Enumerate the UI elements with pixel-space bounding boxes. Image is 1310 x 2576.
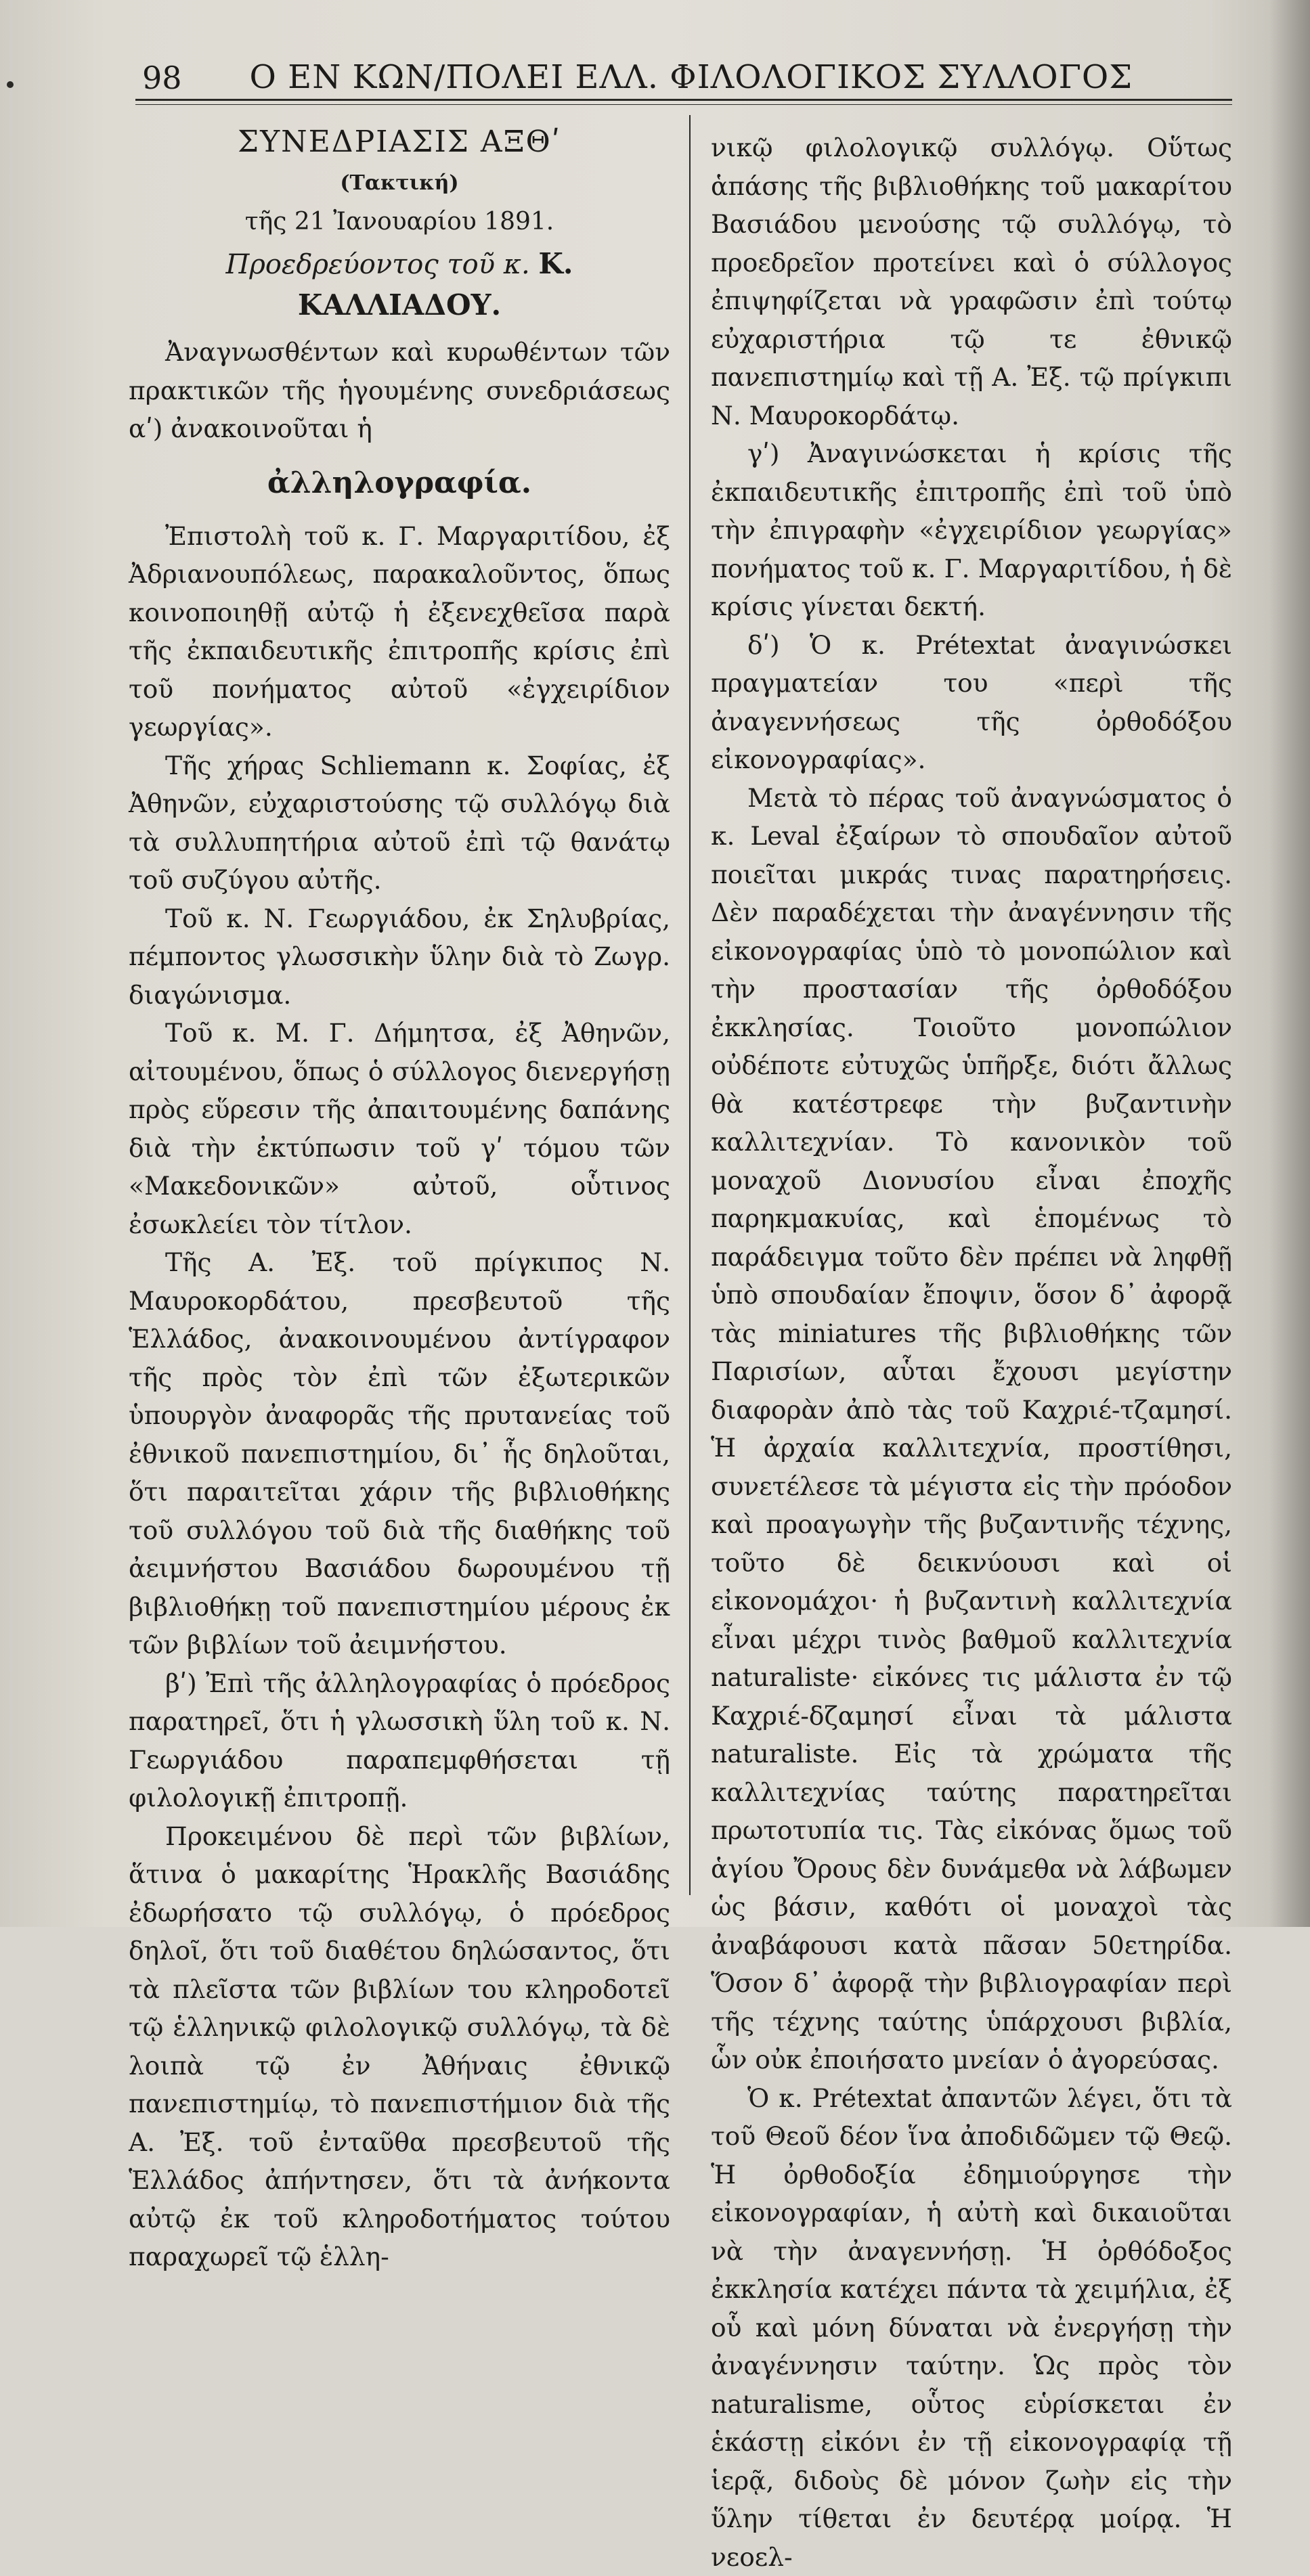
left-column (129, 122, 670, 1909)
section-heading: ἀλληλογραφία. (129, 463, 670, 504)
presiding-name: Κ. ΚΑΛΛΙΑΔΟΥ. (298, 247, 573, 321)
paragraph: βʹ) Ἐπὶ τῆς ἀλληλογραφίας ὁ πρόεδρος παρατηρεῖ, ὅτι ἡ γλωσσικὴ ὕλη τοῦ κ. Ν. Γεωργιάδου παραπεμφθήσεται τῇ φιλολογικῇ ἐπιτροπῇ. (129, 1664, 670, 1817)
running-head: Ο ΕΝ ΚΩΝ/ΠΟΛΕΙ ΕΛΛ. ΦΙΛΟΛΟΓΙΚΟΣ ΣΥΛΛΟΓΟΣ (250, 61, 1133, 93)
paragraph: δʹ) Ὁ κ. Prétextat ἀναγινώσκει πραγματείαν του «περὶ τῆς ἀναγεννήσεως τῆς ὀρθοδόξου εἰκονογραφίας». (711, 626, 1232, 779)
presiding-prefix: Προεδρεύοντος τοῦ κ. (225, 249, 529, 280)
paragraph: Τοῦ κ. Μ. Γ. Δήμητσα, ἐξ Ἀθηνῶν, αἰτουμένου, ὅπως ὁ σύλλογος διενεργήσῃ πρὸς εὕρεσιν τῆς ἀπαιτουμένης δαπάνης διὰ τὴν ἐκτύπωσιν τοῦ γʹ τόμου τῶν «Μακεδονικῶν» αὐτοῦ, οὗτινος ἐσωκλείει τὸν τίτλον. (129, 1014, 670, 1243)
paragraph: Ὁ κ. Prétextat ἀπαντῶν λέγει, ὅτι τὰ τοῦ Θεοῦ δέον ἵνα ἀποδιδῶμεν τῷ Θεῷ. Ἡ ὀρθοδοξία ἐδημιούργησε τὴν εἰκονογραφίαν, ἡ αὐτὴ καὶ δικαιοῦται νὰ τὴν ἀναγεννήσῃ. Ἡ ὀρθόδοξος ἐκκλησία κατέχει πάντα τὰ χειμήλια, ἐξ οὗ καὶ μόνη δύναται νὰ ἐνεργήσῃ τὴν ἀναγέννησιν ταύτην. Ὡς πρὸς τὸν naturalisme, οὗτος εὑρίσκεται ἐν ἑκάστῃ εἰκόνι ἐν τῇ εἰκονογραφίᾳ τῇ ἱερᾷ, διδοὺς δὲ μόνον ζωὴν εἰς τὴν ὕλην τίθεται ἐν δευτέρᾳ μοίρᾳ. Ἡ νεοελ- (711, 2079, 1232, 2576)
paragraph: Ἐπιστολὴ τοῦ κ. Γ. Μαργαριτίδου, ἐξ Ἀδριανουπόλεως, παρακαλοῦντος, ὅπως κοινοποιηθῇ αὐτῷ ἡ ἐξενεχθεῖσα παρὰ τῆς ἐκπαιδευτικῆς ἐπιτροπῆς κρίσις ἐπὶ τοῦ πονήματος αὐτοῦ «ἐγχειρίδιον γεωργίας». (129, 517, 670, 747)
session-type: (Τακτική) (129, 166, 670, 200)
paragraph: γʹ) Ἀναγινώσκεται ἡ κρίσις τῆς ἐκπαιδευτικῆς ἐπιτροπῆς ἐπὶ τοῦ ὑπὸ τὴν ἐπιγραφὴν «ἐγχειρίδιον γεωργίας» πονήματος τοῦ κ. Γ. Μαργαριτίδου, ἡ δὲ κρίσις γίνεται δεκτή. (711, 435, 1232, 626)
presiding-line (129, 244, 670, 326)
margin-dot (7, 81, 14, 88)
session-date: τῆς 21 Ἰανουαρίου 1891. (129, 203, 670, 241)
header-rule-thin (135, 104, 1232, 105)
session-title: ΣΥΝΕΔΡΙΑΣΙΣ ΑΞΘʹ (129, 122, 670, 162)
page-header (142, 32, 1225, 93)
paragraph: Τῆς χήρας Schliemann κ. Σοφίας, ἐξ Ἀθηνῶν, εὐχαριστούσης τῷ συλλόγῳ διὰ τὰ συλλυπητήρια αὐτοῦ ἐπὶ τῷ θανάτῳ τοῦ συζύγου αὐτῆς. (129, 747, 670, 900)
paragraph: Μετὰ τὸ πέρας τοῦ ἀναγνώσματος ὁ κ. Leval ἐξαίρων τὸ σπουδαῖον αὐτοῦ ποιεῖται μικράς τινας παρατηρήσεις. Δὲν παραδέχεται τὴν ἀναγέννησιν τῆς εἰκονογραφίας ὑπὸ τὸ μονοπώλιον καὶ τὴν προστασίαν τῆς ὀρθοδόξου ἐκκλησίας. Τοιοῦτο μονοπώλιον οὐδέποτε εὐτυχῶς ὑπῆρξε, διότι ἄλλως θὰ κατέστρεφε τὴν βυζαντινὴν καλλιτεχνίαν. Τὸ κανονικὸν τοῦ μοναχοῦ Διονυσίου εἶναι ἐποχῆς παρηκμακυίας, καὶ ἑπομένως τὸ παράδειγμα τοῦτο δὲν πρέπει νὰ ληφθῇ ὑπὸ σπουδαίαν ἔποψιν, ὅσον δ᾽ ἀφορᾷ τὰς miniatures τῆς βιβλιοθήκης τῶν Παρισίων, αὗται ἔχουσι μεγίστην διαφορὰν ἀπὸ τὰς τοῦ Καχριέ-τζαμησί. Ἡ ἀρχαία καλλιτεχνία, προστίθησι, συνετέλεσε τὰ μέγιστα εἰς τὴν πρόοδον καὶ προαγωγὴν τῆς βυζαντινῆς τέχνης, τοῦτο δὲ δεικνύουσι καὶ οἱ εἰκονομάχοι· ἡ βυζαντινὴ καλλιτεχνία εἶναι μέχρι τινὸς βαθμοῦ καλλιτεχνία naturaliste· εἰκόνες τις μάλιστα ἐν τῷ Καχριέ-δζαμησί εἶναι τὰ μάλιστα naturaliste. Εἰς τὰ χρώματα τῆς καλλιτεχνίας ταύτης παρατηρεῖται πρωτοτυπία τις. Τὰς εἰκόνας ὅμως τοῦ ἁγίου Ὄρους δὲν δυνάμεθα νὰ λάβωμεν ὡς βάσιν, καθότι οἱ μοναχοὶ τὰς ἀναβάφουσι κατὰ πᾶσαν 50ετηρίδα. Ὅσον δ᾽ ἀφορᾷ τὴν βιβλιογραφίαν περὶ τῆς τέχνης ταύτης ὑπάρχουσι βιβλία, ὧν οὐκ ἐποιήσατο μνείαν ὁ ἀγορεύσας. (711, 779, 1232, 2079)
page-number: 98 (142, 62, 182, 93)
column-divider (689, 115, 691, 1895)
binding-shadow (1269, 0, 1310, 1927)
right-column (711, 129, 1232, 1915)
paragraph: νικῷ φιλολογικῷ συλλόγῳ. Οὕτως ἁπάσης τῆς βιβλιοθήκης τοῦ μακαρίτου Βασιάδου μενούσης τῷ συλλόγῳ, τὸ προεδρεῖον προτείνει καὶ ὁ σύλλογος ἐπιψηφίζεται νὰ γραφῶσιν ἐπὶ τούτῳ εὐχαριστήρια τῷ τε ἐθνικῷ πανεπιστημίῳ καὶ τῇ Α. Ἐξ. τῷ πρίγκιπι Ν. Μαυροκορδάτῳ. (711, 129, 1232, 435)
paragraph: Τοῦ κ. Ν. Γεωργιάδου, ἐκ Σηλυβρίας, πέμποντος γλωσσικὴν ὕλην διὰ τὸ Ζωγρ. διαγώνισμα. (129, 900, 670, 1015)
header-rule (135, 99, 1232, 101)
intro-paragraph: Ἀναγνωσθέντων καὶ κυρωθέντων τῶν πρακτικῶν τῆς ἡγουμένης συνεδριάσεως αʹ) ἀνακοινοῦται ἡ (129, 333, 670, 448)
paragraph: Τῆς Α. Ἐξ. τοῦ πρίγκιπος Ν. Μαυροκορδάτου, πρεσβευτοῦ τῆς Ἑλλάδος, ἀνακοινουμένου ἀντίγραφον τῆς πρὸς τὸν ἐπὶ τῶν ἐξωτερικῶν ὑπουργὸν ἀναφορᾶς τῆς πρυτανείας τοῦ ἐθνικοῦ πανεπιστημίου, δι᾽ ἧς δηλοῦται, ὅτι παραιτεῖται χάριν τῆς βιβλιοθήκης τοῦ συλλόγου τοῦ διὰ τῆς διαθήκης τοῦ ἀειμνήστου Βασιάδου δωρουμένου τῇ βιβλιοθήκῃ τοῦ πανεπιστημίου μέρους ἐκ τῶν βιβλίων τοῦ ἀειμνήστου. (129, 1243, 670, 1664)
paragraph: Προκειμένου δὲ περὶ τῶν βιβλίων, ἅτινα ὁ μακαρίτης Ἡρακλῆς Βασιάδης ἐδωρήσατο τῷ συλλόγῳ, ὁ πρόεδρος δηλοῖ, ὅτι τοῦ διαθέτου δηλώσαντος, ὅτι τὰ πλεῖστα τῶν βιβλίων του κληροδοτεῖ τῷ ἑλληνικῷ φιλολογικῷ συλλόγῳ, τὰ δὲ λοιπὰ τῷ ἐν Ἀθήναις ἐθνικῷ πανεπιστημίῳ, τὸ πανεπιστήμιον διὰ τῆς Α. Ἐξ. τοῦ ἐνταῦθα πρεσβευτοῦ τῆς Ἑλλάδος ἀπήντησεν, ὅτι τὰ ἀνήκοντα αὐτῷ ἐκ τοῦ κληροδοτήματος τούτου παραχωρεῖ τῷ ἑλλη- (129, 1817, 670, 2276)
